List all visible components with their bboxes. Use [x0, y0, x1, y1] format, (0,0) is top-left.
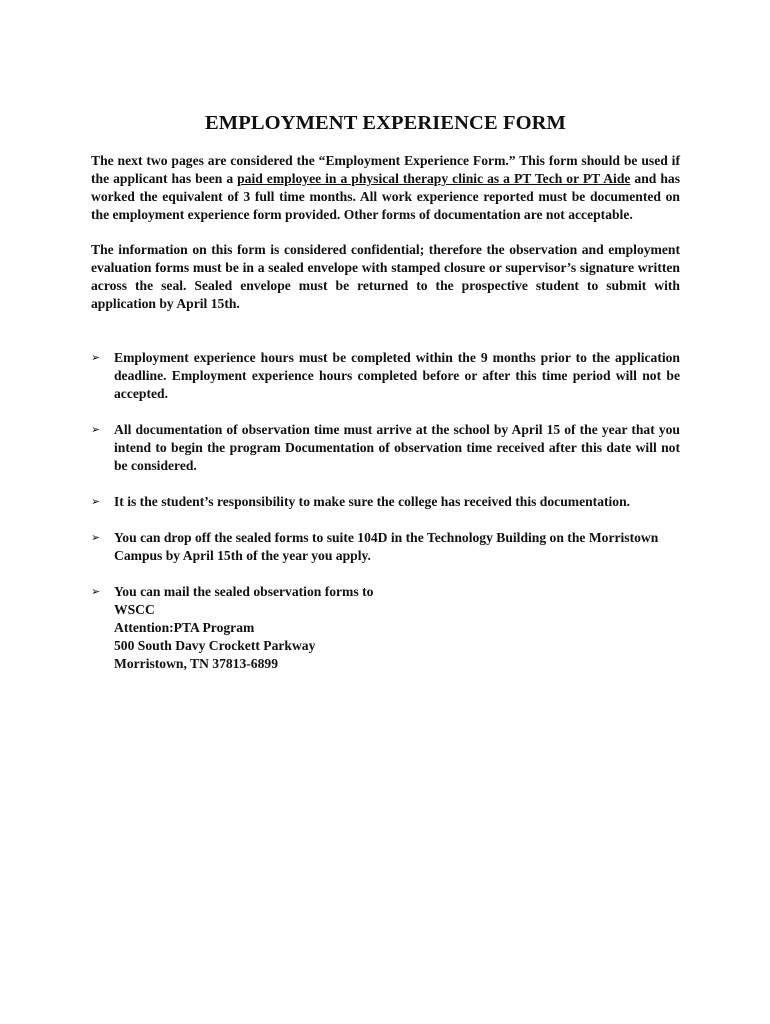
bullet-text: Employment experience hours must be completed within the 9 months prior to the application deadline. Employment experience hours completed before or after this time period will not be accepted.	[114, 350, 680, 401]
confidential-paragraph: The information on this form is considered confidential; therefore the observation and employment evaluation forms must be in a sealed envelope with stamped closure or supervisor’s signature written across the seal. Sealed envelope must be returned to the prospective student to submit with application by April 15th.	[91, 242, 680, 311]
intro-text-end: and has worked the equivalent of 3 full time months. All work experience reported must be documented on the employment experience form provided. Other forms of documentation are not acceptable.	[91, 171, 680, 222]
arrow-bullet-icon: ➢	[91, 495, 101, 508]
intro-paragraph	[91, 152, 680, 224]
list-item	[91, 493, 680, 511]
bullet-text: All documentation of observation time must arrive at the school by April 15 of the year that you intend to begin the program Documentation of observation time received after this date will not be considered.	[114, 422, 680, 473]
intro-text-start: The next two pages are considered the “Employment Experience Form.” This form should be used if the applicant has been a	[91, 153, 680, 186]
intro-underlined-text: paid employee in a physical therapy clinic as a PT Tech or PT Aide	[237, 171, 631, 186]
mail-intro: You can mail the sealed observation forms to	[114, 584, 374, 599]
instructions-list	[91, 349, 680, 673]
list-item	[91, 529, 680, 565]
list-item	[91, 349, 680, 403]
list-item	[91, 421, 680, 475]
mail-city: Morristown, TN 37813-6899	[114, 656, 278, 671]
arrow-bullet-icon: ➢	[91, 531, 101, 544]
mail-recipient: WSCC	[114, 602, 155, 617]
arrow-bullet-icon: ➢	[91, 585, 101, 598]
mail-address-item	[91, 583, 680, 673]
mail-attention: Attention:PTA Program	[114, 620, 255, 635]
arrow-bullet-icon: ➢	[91, 423, 101, 436]
bullet-text: You can drop off the sealed forms to suite 104D in the Technology Building on the Morristown Campus by April 15th of the year you apply.	[114, 530, 659, 563]
page-title: EMPLOYMENT EXPERIENCE FORM	[205, 112, 566, 134]
bullet-text: It is the student’s responsibility to make sure the college has received this documentation.	[114, 494, 631, 509]
arrow-bullet-icon: ➢	[91, 351, 101, 364]
mail-street: 500 South Davy Crockett Parkway	[114, 638, 316, 653]
document-page	[91, 112, 680, 691]
